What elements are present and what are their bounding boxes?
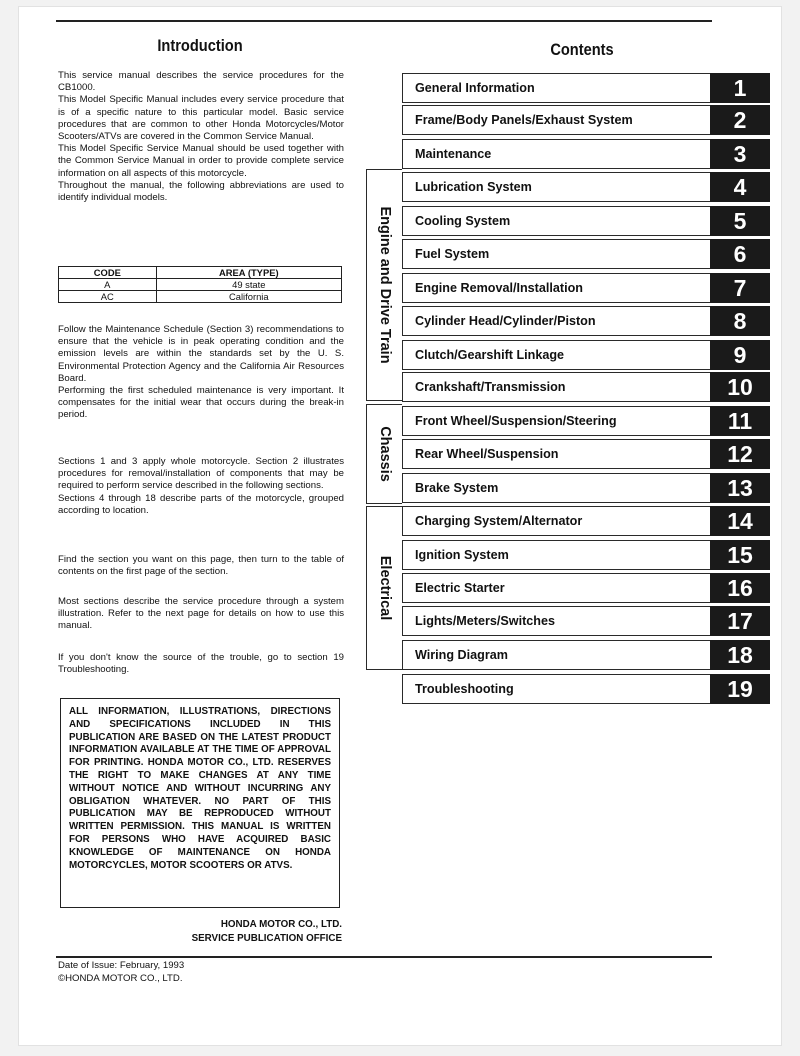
section-number-tab: 1	[710, 73, 770, 103]
toc-item-4[interactable]	[402, 172, 770, 202]
toc-item-label: Crankshaft/Transmission	[415, 380, 566, 394]
toc-item-3[interactable]	[402, 139, 770, 169]
section-number-tab: 17	[710, 606, 770, 636]
copyright-notice-box: ALL INFORMATION, ILLUSTRATIONS, DIRECTIONS AND SPECIFICATIONS INCLUDED IN THIS PUBLICATION ARE BASED ON THE LATEST PRODUCT INFORMATION AVAILABLE AT THE TIME OF APPROVAL FOR PRINTING. HONDA MOTOR CO., LTD. RESERVES THE RIGHT TO MAKE CHANGES AT ANY TIME WITHOUT NOTICE AND WITHOUT INCURRING ANY OBLIGATION WHATEVER. NO PART OF THIS PUBLICATION MAY BE REPRODUCED WITHOUT WRITTEN PERMISSION. THIS MANUAL IS WRITTEN FOR PERSONS WHO HAVE ACQUIRED BASIC KNOWLEDGE OF MAINTENANCE ON HONDA MOTORCYCLES, MOTOR SCOOTERS OR ATVS.	[60, 698, 340, 908]
toc-item-17[interactable]	[402, 606, 770, 636]
section-number-tab: 2	[710, 105, 770, 135]
table-cell: AC	[59, 291, 157, 303]
group-label: Engine and Drive Train	[376, 206, 393, 364]
toc-item-16[interactable]	[402, 573, 770, 603]
group-label: Chassis	[376, 426, 393, 482]
toc-item-14[interactable]	[402, 506, 770, 536]
toc-item-label: Cooling System	[415, 214, 511, 228]
group-electrical	[366, 506, 402, 670]
section-number-tab: 4	[710, 172, 770, 202]
section-number-tab: 7	[710, 273, 770, 303]
toc-item-12[interactable]	[402, 439, 770, 469]
intro-paragraph-2: Follow the Maintenance Schedule (Section 3) recommendations to ensure that the vehicle is in peak operating condition and the emission levels are within the standards set by the U. S. Environmental Protection Agency and the California Air Resources Board. Performing the first scheduled maintenance is very important. It compensates for the initial wear that occurs during the break-in period.	[58, 324, 344, 421]
table-row	[59, 291, 342, 303]
publisher-office: SERVICE PUBLICATION OFFICE	[191, 932, 342, 944]
toc-item-19[interactable]	[402, 674, 770, 704]
footer	[58, 960, 184, 985]
date-of-issue: Date of Issue: February, 1993	[58, 960, 185, 971]
toc-item-6[interactable]	[402, 239, 770, 269]
toc-item-label: Maintenance	[415, 147, 492, 161]
toc-item-label: Brake System	[415, 481, 499, 495]
table-header-row	[59, 267, 342, 279]
publisher-name: HONDA MOTOR CO., LTD.	[220, 919, 342, 930]
toc-item-9[interactable]	[402, 340, 770, 370]
group-label: Electrical	[376, 555, 393, 621]
top-rule	[56, 20, 712, 22]
intro-paragraph-5: Most sections describe the service procedure through a system illustration. Refer to the next page for details on how to use this manual.	[58, 596, 344, 632]
model-code-table	[58, 266, 342, 303]
section-number-tab: 16	[710, 573, 770, 603]
toc-item-5[interactable]	[402, 206, 770, 236]
section-number-tab: 11	[710, 406, 770, 436]
toc-item-7[interactable]	[402, 273, 770, 303]
toc-item-label: Electric Starter	[415, 581, 505, 595]
intro-paragraph-1: This service manual describes the service procedures for the CB1000. This Model Specific Manual includes every service procedure that is of a specific nature to this particular model. Basic service procedures that are common to other Honda Motorcycles/Motor Scooters/ATVs are covered in the Common Service Manual. This Model Specific Service Manual should be used together with the Common Service Manual in order to provide complete service information on all aspects of this motorcycle. Throughout the manual, the following abbreviations are used to identify individual models.	[58, 70, 344, 204]
group-engine-drive-train	[366, 169, 402, 401]
intro-paragraph-6: If you don't know the source of the trouble, go to section 19 Troubleshooting.	[58, 652, 344, 676]
toc-item-label: Charging System/Alternator	[415, 514, 583, 528]
toc-item-label: Cylinder Head/Cylinder/Piston	[415, 314, 596, 328]
toc-item-label: Front Wheel/Suspension/Steering	[415, 414, 617, 428]
toc-item-15[interactable]	[402, 540, 770, 570]
intro-paragraph-4: Find the section you want on this page, then turn to the table of contents on the first page of the section.	[58, 554, 344, 578]
section-number-tab: 8	[710, 306, 770, 336]
toc-item-label: Wiring Diagram	[415, 648, 508, 662]
toc-item-label: General Information	[415, 81, 535, 95]
toc-item-2[interactable]	[402, 105, 770, 135]
toc-item-13[interactable]	[402, 473, 770, 503]
toc-item-label: Fuel System	[415, 247, 490, 261]
section-number-tab: 12	[710, 439, 770, 469]
toc-item-11[interactable]	[402, 406, 770, 436]
section-number-tab: 10	[710, 372, 770, 402]
group-chassis	[366, 404, 402, 504]
toc-item-label: Ignition System	[415, 548, 509, 562]
toc-item-1[interactable]	[402, 73, 770, 103]
toc-item-8[interactable]	[402, 306, 770, 336]
table-row	[59, 279, 342, 291]
table-header-code: CODE	[59, 267, 157, 279]
section-number-tab: 5	[710, 206, 770, 236]
toc-item-label: Troubleshooting	[415, 682, 514, 696]
table-header-area: AREA (TYPE)	[156, 267, 341, 279]
section-number-tab: 18	[710, 640, 770, 670]
toc-item-label: Clutch/Gearshift Linkage	[415, 348, 565, 362]
toc-item-label: Lubrication System	[415, 180, 532, 194]
section-number-tab: 19	[710, 674, 770, 704]
introduction-title: Introduction	[157, 36, 243, 55]
table-cell: A	[59, 279, 157, 291]
publisher-signature	[100, 918, 342, 945]
toc-item-label: Lights/Meters/Switches	[415, 614, 555, 628]
copyright-line: ©HONDA MOTOR CO., LTD.	[58, 972, 183, 984]
section-number-tab: 14	[710, 506, 770, 536]
section-number-tab: 15	[710, 540, 770, 570]
toc-item-label: Rear Wheel/Suspension	[415, 447, 559, 461]
contents-title: Contents	[550, 40, 614, 59]
bottom-rule	[56, 956, 712, 958]
toc-item-label: Frame/Body Panels/Exhaust System	[415, 113, 633, 127]
table-cell: California	[156, 291, 341, 303]
toc-item-10[interactable]	[402, 372, 770, 402]
section-number-tab: 9	[710, 340, 770, 370]
section-number-tab: 6	[710, 239, 770, 269]
intro-paragraph-3: Sections 1 and 3 apply whole motorcycle. Section 2 illustrates procedures for removal/installation of components that may be required to perform service described in the following sections. Sections 4 through 18 describe parts of the motorcycle, grouped according to location.	[58, 456, 344, 516]
toc-item-label: Engine Removal/Installation	[415, 281, 583, 295]
table-cell: 49 state	[156, 279, 341, 291]
section-number-tab: 3	[710, 139, 770, 169]
toc-item-18[interactable]	[402, 640, 770, 670]
section-number-tab: 13	[710, 473, 770, 503]
